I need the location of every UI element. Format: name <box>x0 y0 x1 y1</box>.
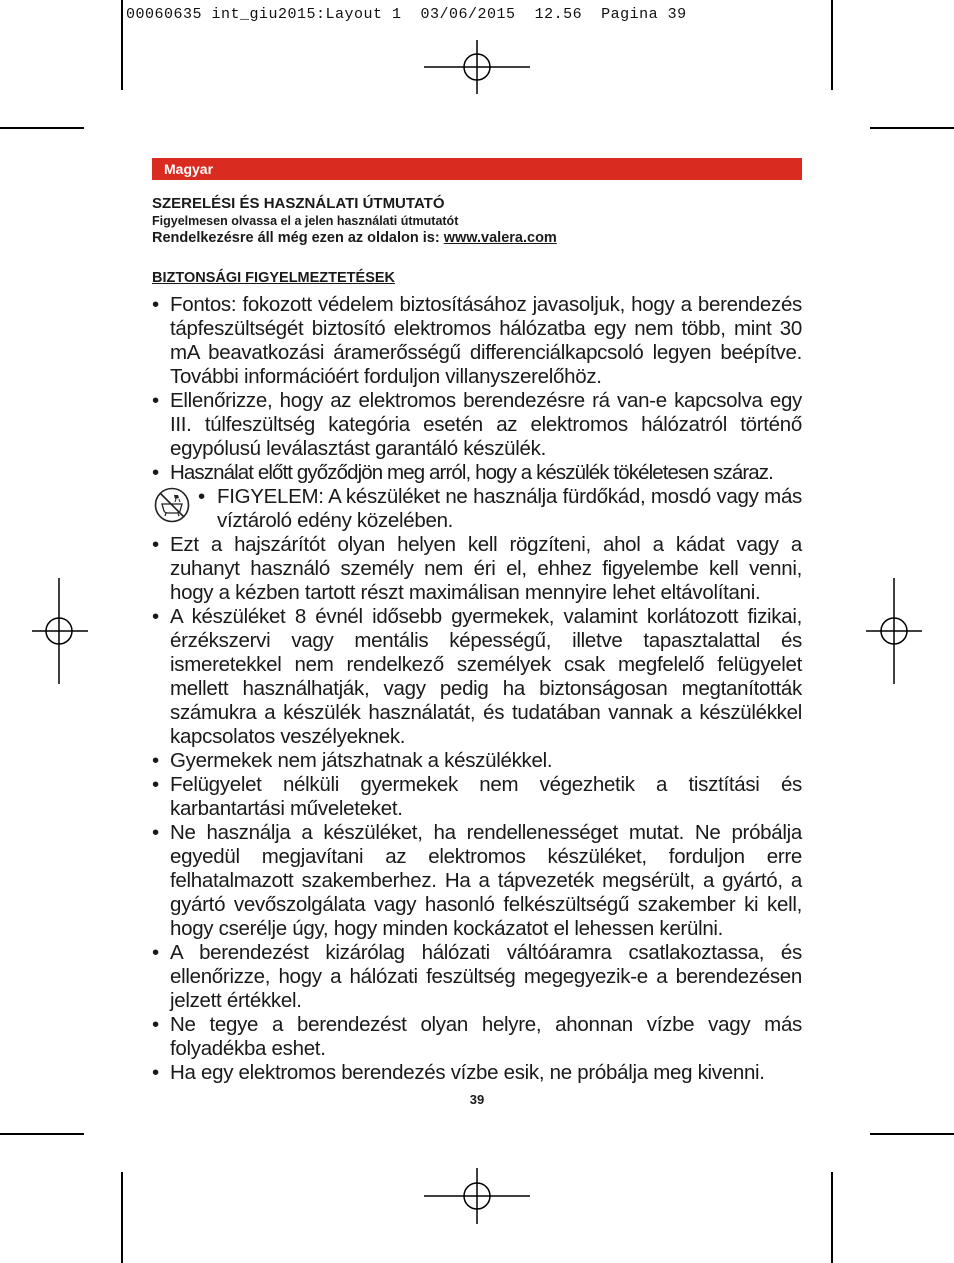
crop-mark <box>870 127 954 129</box>
language-label: Magyar <box>164 161 214 177</box>
list-item <box>152 821 802 941</box>
crop-mark <box>0 127 84 129</box>
list-item-text: Felügyelet nélküli gyermekek nem végezhetik a tisztítási és karbantartási műveleteket. <box>170 773 802 820</box>
crop-mark <box>831 1172 833 1263</box>
list-item-text: Ne használja a készüléket, ha rendellenességet mutat. Ne próbálja egyedül megjavítani az elektromos készüléket, forduljon erre felhatalmazott szakemberhez. Ha a tápvezeték megsérült, a gyártó, a gyártó vevőszolgálata vagy hasonló felkészültségű szakember ki kell, hogy cserélje úgy, hogy minden kockázatot el lehessen kerülni. <box>170 821 802 940</box>
list-item <box>152 773 802 821</box>
crop-mark <box>121 0 123 90</box>
list-item <box>152 1013 802 1061</box>
language-bar <box>152 158 802 180</box>
availability-line <box>152 230 557 246</box>
list-item-warning <box>152 485 802 533</box>
bullet: • <box>152 941 159 964</box>
list-item <box>152 749 802 773</box>
registration-mark-right <box>864 578 924 684</box>
bullet: • <box>152 389 159 412</box>
crop-mark <box>870 1133 954 1135</box>
list-item-text: Ezt a hajszárítót olyan helyen kell rögzíteni, ahol a kádat vagy a zuhanyt használó személy nem éri el, ehhez figyelembe kell venni, hogy a kézben tartott részt maximálisan mennyire lehet eltávolítani. <box>170 533 802 604</box>
registration-mark-bottom <box>424 1168 530 1228</box>
list-item-text: Fontos: fokozott védelem biztosításához javasoljuk, hogy a berendezés tápfeszültségét biztosító elektromos hálózatba egy nem több, mint 30 mA beavatkozási áramerősségű differenciálkapcsoló legyen beépítve. További információért forduljon villanyszerelőhöz. <box>170 293 802 388</box>
document-title: SZERELÉSI ÉS HASZNÁLATI ÚTMUTATÓ <box>152 195 445 212</box>
list-item <box>152 605 802 749</box>
safety-warnings-list <box>152 293 802 1085</box>
list-item-text: A berendezést kizárólag hálózati váltóáramra csatlakoztassa, és ellenőrizze, hogy a hálózati feszültség megegyezik-e a berendezésen jelzett értékkel. <box>170 941 802 1012</box>
list-item <box>152 1061 802 1085</box>
list-item-text: Ellenőrizze, hogy az elektromos berendezésre rá van-e kapcsolva egy III. túlfeszültség kategória esetén az elektromos hálózatról történő egypólusú leválasztást garantáló készülék. <box>170 389 802 460</box>
list-item-text: FIGYELEM: A készüléket ne használja fürdőkád, mosdó vagy más víztároló edény közelében. <box>217 485 802 532</box>
no-bathtub-icon <box>154 487 190 523</box>
bullet: • <box>152 461 159 484</box>
bullet: • <box>198 485 205 508</box>
bullet: • <box>152 821 159 844</box>
crop-mark <box>831 0 833 90</box>
list-item <box>152 461 802 485</box>
list-item-text: A készüléket 8 évnél idősebb gyermekek, valamint korlátozott fizikai, érzékszervi vagy mentális képességű, illetve tapasztalattal és ismeretekkel nem rendelkező személyek csak megfelelő felügyelet mellett használhatják, vagy pedig ha biztonságosan megtanították számukra a készülék használatát, és tudatában vannak a készülékkel kapcsolatos veszélyeknek. <box>170 605 802 748</box>
list-item <box>152 533 802 605</box>
document-subtitle: Figyelmesen olvassa el a jelen használati útmutatót <box>152 214 459 228</box>
bullet: • <box>152 1013 159 1036</box>
list-item-text: Használat előtt győződjön meg arról, hogy a készülék tökéletesen száraz. <box>170 461 773 484</box>
bullet: • <box>152 773 159 796</box>
list-item <box>152 389 802 461</box>
page-number: 39 <box>469 1092 485 1107</box>
crop-mark <box>121 1172 123 1263</box>
list-item-text: Ne tegye a berendezést olyan helyre, ahonnan vízbe vagy más folyadékba eshet. <box>170 1013 802 1060</box>
bullet: • <box>152 605 159 628</box>
website-link[interactable]: www.valera.com <box>443 230 557 246</box>
list-item <box>152 293 802 389</box>
list-item <box>152 941 802 1013</box>
registration-mark-left <box>30 578 90 684</box>
bullet: • <box>152 1061 159 1084</box>
registration-mark-top <box>424 40 530 110</box>
bullet: • <box>152 533 159 556</box>
availability-text: Rendelkezésre áll még ezen az oldalon is: <box>152 230 444 246</box>
bullet: • <box>152 293 159 316</box>
section-title: BIZTONSÁGI FIGYELMEZTETÉSEK <box>152 270 396 286</box>
bullet: • <box>152 749 159 772</box>
list-item-text: Gyermekek nem játszhatnak a készülékkel. <box>170 749 553 772</box>
print-slug: 00060635 int_giu2015:Layout 1 03/06/2015 12.56 Pagina 39 <box>126 6 687 23</box>
list-item-text: Ha egy elektromos berendezés vízbe esik, ne próbálja meg kivenni. <box>170 1061 765 1084</box>
crop-mark <box>0 1133 84 1135</box>
